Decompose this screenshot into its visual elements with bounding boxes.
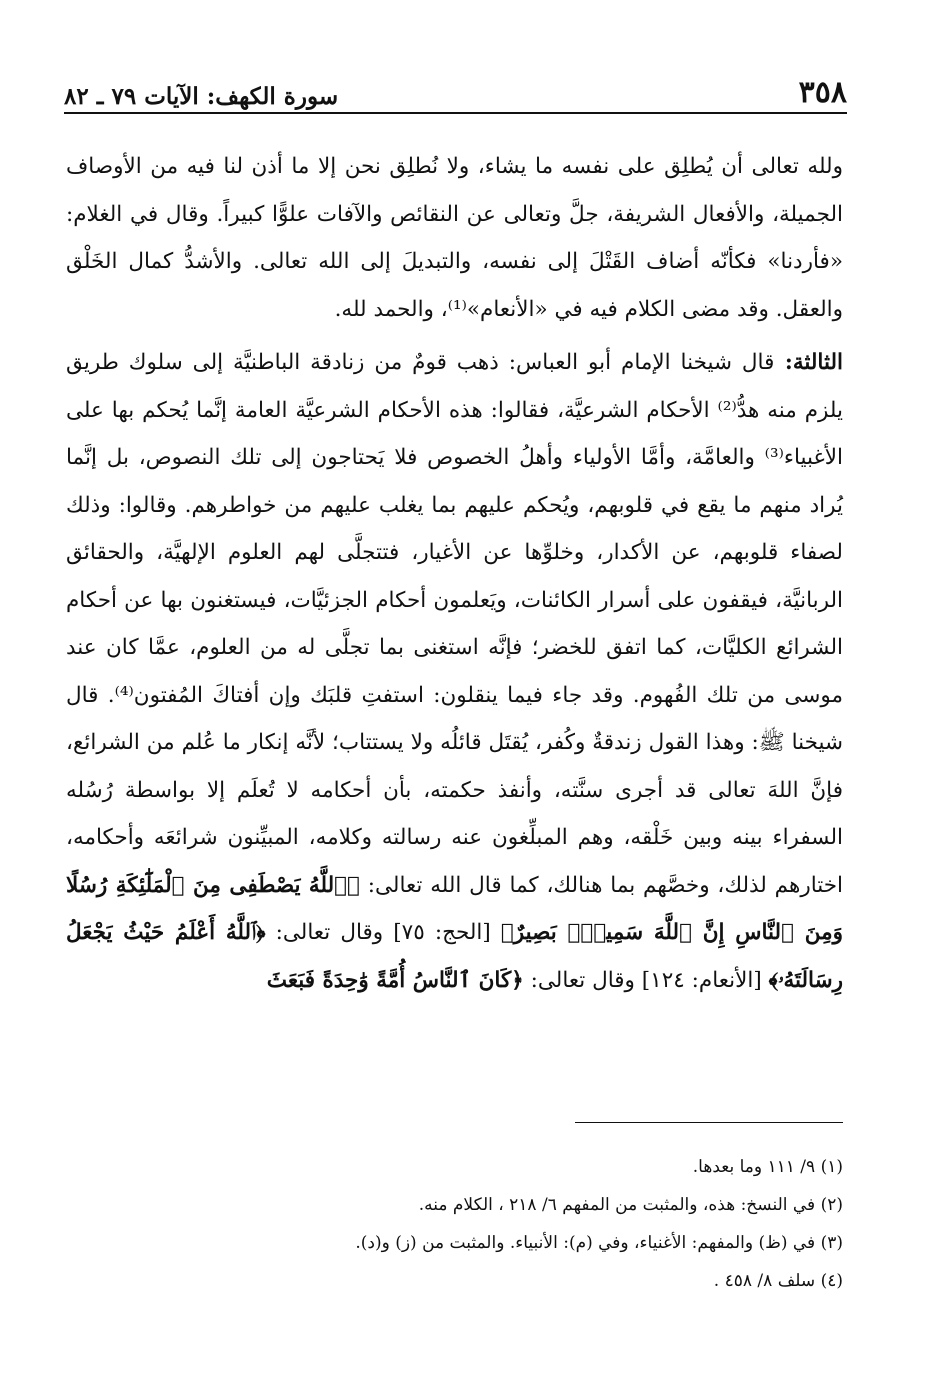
main-text — [66, 143, 843, 1004]
running-title: سورة الكهف: الآيات ٧٩ ـ ٨٢ — [64, 83, 339, 110]
footnote-separator — [575, 1122, 843, 1123]
paragraph-1: ولله تعالى أن يُطلِق على نفسه ما يشاء، ولا نُطلِق نحن إلا ما أذن لنا فيه من الأوصاف الجميلة، والأفعال الشريفة، جلَّ وتعالى عن النقائص والآفات علوًّا كبيراً. وقال في الغلام: «فأردنا» فكأنّه أضاف القَتْلَ إلى نفسه، والتبديلَ إلى الله تعالى. والأشدُّ كمال الخَلْق والعقل. وقد مضى الكلام فيه في «الأنعام»⁽¹⁾، والحمد لله. — [66, 154, 843, 322]
header-rule — [64, 112, 847, 114]
footnote-4: (٤) سلف ٨/ ٤٥٨ . — [713, 1271, 843, 1291]
footnote-1: (١) ٩/ ١١١ وما بعدها. — [692, 1157, 843, 1177]
footnote-3: (٣) في (ظ) والمفهم: الأغنياء، وفي (م): الأنبياء. والمثبت من (ز) و(د). — [355, 1233, 843, 1253]
page-number: ٣٥٨ — [798, 75, 847, 110]
footnote-2: (٢) في النسخ: هذه، والمثبت من المفهم ٦/ ٢١٨ ، الكلام منه. — [418, 1195, 843, 1215]
quran-verse-2: ﴿ٱللَّهُ أَعْلَمُ حَيْثُ يَجْعَلُ رِسَالَتَهُۥ﴾ — [66, 920, 843, 993]
paragraph-2-text: قال شيخنا الإمام أبو العباس: ذهب قومٌ من زنادقة الباطنيَّة إلى سلوك طريق يلزم منه هدُّ⁽²⁾ الأحكام الشرعيَّة، فقالوا: هذه الأحكام الشرعيَّة العامة إنَّما يُحكم بها على الأغبياء⁽³⁾ والعامَّة، وأمَّا الأولياء وأهلُ الخصوص فلا يَحتاجون إلى تلك النصوص، بل إنَّما يُراد منهم ما يقع في قلوبهم، ويُحكم عليهم بما يغلب عليهم من خواطرهم. وقالوا: وذلك لصفاء قلوبهم، عن الأكدار، وخلوِّها عن الأغيار، فتتجلَّى لهم العلوم الإلهيَّة، والحقائق الربانيَّة، فيقفون على أسرار الكائنات، ويَعلمون أحكام الجزئيَّات، فيستغنون بها عن أحكام الشرائع الكليَّات، كما اتفق للخضر؛ فإنَّه استغنى بما تجلَّى له من العلوم، عمَّا كان عند موسى من تلك الفُهوم. وقد جاء فيما ينقلون: استفتِ قلبَك وإن أفتاكَ المُفتون⁽⁴⁾. قال شيخنا ﷺ: وهذا القول زندقةٌ وكُفر، يُقتَل قائلُه ولا يستتاب؛ لأنَّه إنكار ما عُلم من الشرائع، فإنَّ اللهَ تعالى قد أجرى سنَّته، وأنفذ حكمته، بأن أحكامه لا تُعلَم إلا بواسطة رُسُله السفراء بينه وبين خَلْقه، وهم المبلِّغون عنه رسالته وكلامه، المبيِّنون شرائعَه وأحكامه، اختارهم لذلك، وخصَّهم بما هنالك، كما قال الله تعالى: — [66, 350, 844, 898]
page-header — [64, 62, 847, 110]
footnotes — [66, 1148, 843, 1300]
section-label: الثالثة: — [774, 350, 843, 375]
verse-reference-2: [الأنعام: ١٢٤] وقال تعالى: — [523, 967, 769, 993]
quran-verse-1: ﴿ٱللَّهُ يَصْطَفِى مِنَ ٱلْمَلَٰٓئِكَةِ رُسُلًا وَمِنَ ٱلنَّاسِ إِنَّ ٱللَّهَ سَمِيعٌۢ بَصِيرٌ﴾ — [66, 872, 844, 945]
verse-reference-1: [الحج: ٧٥] وقال تعالى: — [265, 920, 501, 945]
quran-verse-3: ﴿كَانَ ٱلنَّاسُ أُمَّةً وَٰحِدَةً فَبَعَثَ — [266, 967, 524, 993]
paragraph-2 — [66, 339, 843, 1004]
